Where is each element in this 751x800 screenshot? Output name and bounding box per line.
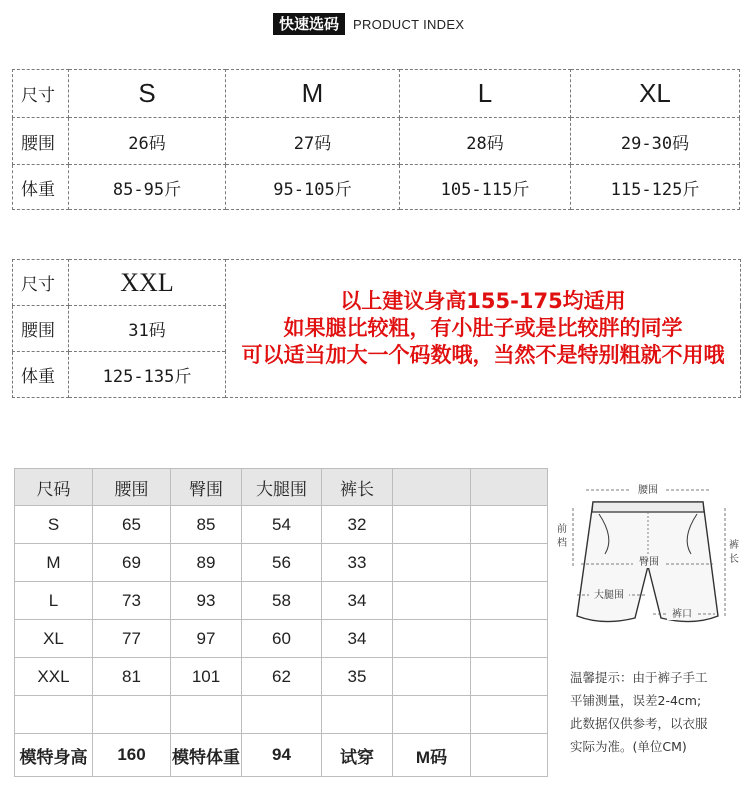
table-cell: XL [15, 620, 93, 658]
table-cell [15, 696, 93, 734]
table-cell: XXL [15, 658, 93, 696]
table-cell: 33 [322, 544, 393, 582]
waist-label: 腰围 [638, 485, 658, 496]
size-cell: XXL [69, 260, 226, 306]
shorts-measurement-diagram [553, 468, 745, 650]
table-cell: 34 [322, 582, 393, 620]
table-cell [171, 696, 242, 734]
table-cell: 32 [322, 506, 393, 544]
size-row [13, 70, 740, 118]
table-cell [393, 506, 471, 544]
table-cell [471, 544, 548, 582]
table-cell [471, 582, 548, 620]
table-row [15, 544, 548, 582]
model-row [15, 734, 548, 777]
row-label-size: 尺寸 [13, 70, 69, 118]
header-cell: 尺码 [15, 469, 93, 506]
header-cell: 臀围 [171, 469, 242, 506]
weight-row [13, 165, 740, 210]
table-cell: L [15, 582, 93, 620]
table-row [15, 696, 548, 734]
table-cell: 89 [171, 544, 242, 582]
table-cell: 101 [171, 658, 242, 696]
weight-cell: 95-105斤 [226, 165, 400, 210]
model-height-value: 160 [93, 734, 171, 777]
table-cell: 97 [171, 620, 242, 658]
weight-cell: 85-95斤 [69, 165, 226, 210]
header-title-en: PRODUCT INDEX [353, 16, 465, 32]
header-cell [393, 469, 471, 506]
front-rise-label-top: 前 [557, 524, 567, 535]
table-cell: 93 [171, 582, 242, 620]
table-cell: 85 [171, 506, 242, 544]
table-cell [393, 620, 471, 658]
table-cell [393, 696, 471, 734]
leg-opening-label: 裤口 [672, 609, 692, 620]
tried-on-label: 试穿 [322, 734, 393, 777]
model-weight-label: 模特体重 [171, 734, 242, 777]
row-label-weight: 体重 [13, 165, 69, 210]
weight-cell: 125-135斤 [69, 352, 226, 398]
waist-row [13, 118, 740, 165]
table-cell: 81 [93, 658, 171, 696]
row-label-waist: 腰围 [13, 306, 69, 352]
table-cell [471, 696, 548, 734]
table-cell: 34 [322, 620, 393, 658]
table-cell [471, 506, 548, 544]
table-row [15, 506, 548, 544]
table-cell [393, 582, 471, 620]
xxl-size-table [12, 259, 741, 398]
table-cell: 77 [93, 620, 171, 658]
table-cell [393, 658, 471, 696]
waist-cell: 29-30码 [571, 118, 740, 165]
table-cell: 56 [242, 544, 322, 582]
size-cell: XL [571, 70, 740, 118]
thigh-label: 大腿围 [594, 590, 624, 601]
size-cell: S [69, 70, 226, 118]
header-cell: 裤长 [322, 469, 393, 506]
model-height-label: 模特身高 [15, 734, 93, 777]
row-label-weight: 体重 [13, 352, 69, 398]
tried-on-size: M码 [393, 734, 471, 777]
table-cell: M [15, 544, 93, 582]
table-row [15, 582, 548, 620]
length-label-bottom: 长 [729, 554, 739, 565]
table-cell: 58 [242, 582, 322, 620]
header-cell: 大腿围 [242, 469, 322, 506]
size-advice-note [226, 260, 741, 398]
table-header-row [15, 469, 548, 506]
size-cell: M [226, 70, 400, 118]
size-row [13, 260, 741, 306]
table-cell: 65 [93, 506, 171, 544]
table-row [15, 620, 548, 658]
length-label-top: 裤 [729, 540, 739, 551]
model-weight-value: 94 [242, 734, 322, 777]
weight-cell: 105-115斤 [400, 165, 571, 210]
note-line: 以上建议身高155-175均适用 [340, 289, 626, 314]
table-cell: 62 [242, 658, 322, 696]
hip-label: 臀围 [639, 557, 659, 568]
table-cell [393, 544, 471, 582]
header-cell [471, 469, 548, 506]
weight-cell: 115-125斤 [571, 165, 740, 210]
waist-cell: 26码 [69, 118, 226, 165]
table-cell [471, 734, 548, 777]
table-cell [242, 696, 322, 734]
tip-line: 此数据仅供参考，以衣服 [570, 716, 708, 731]
table-cell: 35 [322, 658, 393, 696]
table-row [15, 658, 548, 696]
header-cell: 腰围 [93, 469, 171, 506]
note-line: 如果腿比较粗，有小肚子或是比较胖的同学 [283, 316, 683, 341]
waist-cell: 27码 [226, 118, 400, 165]
waist-cell: 31码 [69, 306, 226, 352]
note-line: 可以适当加大一个码数哦，当然不是特别粗就不用哦 [241, 342, 725, 367]
waist-cell: 28码 [400, 118, 571, 165]
waistband-shape [592, 502, 704, 512]
table-cell: 60 [242, 620, 322, 658]
quick-size-table [12, 69, 740, 210]
table-cell [471, 658, 548, 696]
table-cell [471, 620, 548, 658]
table-cell: 54 [242, 506, 322, 544]
table-cell: 73 [93, 582, 171, 620]
measurement-tip [570, 666, 746, 758]
page-header [273, 13, 464, 35]
measurement-table [14, 468, 548, 777]
table-cell: S [15, 506, 93, 544]
tip-line: 温馨提示：由于裤子手工 [570, 670, 708, 685]
front-rise-label-bottom: 档 [557, 538, 567, 549]
table-cell: 69 [93, 544, 171, 582]
shorts-diagram-svg [553, 468, 745, 650]
tip-line: 平铺测量，误差2-4cm; [570, 693, 702, 708]
tip-line: 实际为准。(单位CM) [570, 739, 687, 754]
table-cell [322, 696, 393, 734]
size-cell: L [400, 70, 571, 118]
table-cell [93, 696, 171, 734]
header-title-cn: 快速选码 [273, 13, 345, 35]
row-label-size: 尺寸 [13, 260, 69, 306]
row-label-waist: 腰围 [13, 118, 69, 165]
